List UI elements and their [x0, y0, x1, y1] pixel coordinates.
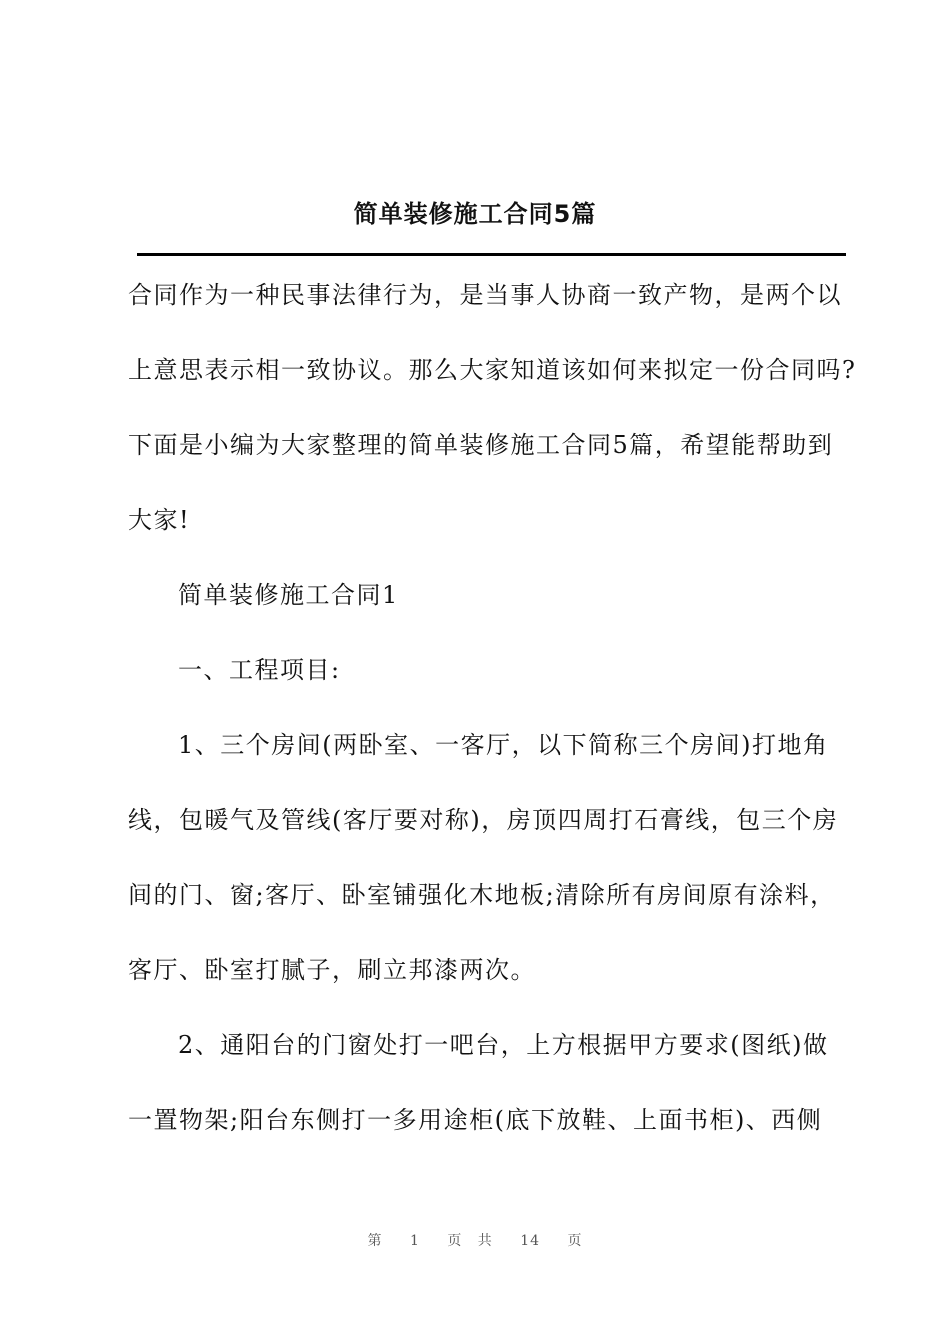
footer-total-pages: 14 — [520, 1233, 541, 1249]
page-footer — [0, 1230, 950, 1250]
footer-middle: 页 共 — [447, 1233, 493, 1249]
body-line: 2、通阳台的门窗处打一吧台，上方根据甲方要求(图纸)做 — [178, 1031, 829, 1059]
body-line: 线，包暖气及管线(客厅要对称)，房顶四周打石膏线，包三个房 — [128, 806, 839, 834]
body-line: 下面是小编为大家整理的简单装修施工合同5篇，希望能帮助到 — [128, 431, 834, 459]
document-title: 简单装修施工合同5篇 — [353, 200, 597, 228]
title-divider — [137, 253, 846, 256]
section-heading: 简单装修施工合同1 — [178, 581, 399, 609]
footer-prefix: 第 — [367, 1233, 383, 1249]
subsection-heading: 一、工程项目: — [178, 656, 341, 684]
body-line: 上意思表示相一致协议。那么大家知道该如何来拟定一份合同吗? — [128, 356, 857, 384]
footer-suffix: 页 — [567, 1233, 583, 1249]
body-line: 一置物架;阳台东侧打一多用途柜(底下放鞋、上面书柜)、西侧 — [128, 1106, 823, 1134]
body-line: 客厅、卧室打腻子，刷立邦漆两次。 — [128, 956, 536, 984]
body-line: 合同作为一种民事法律行为，是当事人协商一致产物，是两个以 — [128, 281, 842, 309]
document-body — [128, 270, 856, 1170]
body-line: 1、三个房间(两卧室、一客厅，以下简称三个房间)打地角 — [178, 731, 829, 759]
body-line: 间的门、窗;客厅、卧室铺强化木地板;清除所有房间原有涂料， — [128, 881, 836, 909]
body-line: 大家! — [128, 506, 191, 534]
footer-page-number: 1 — [409, 1233, 420, 1249]
